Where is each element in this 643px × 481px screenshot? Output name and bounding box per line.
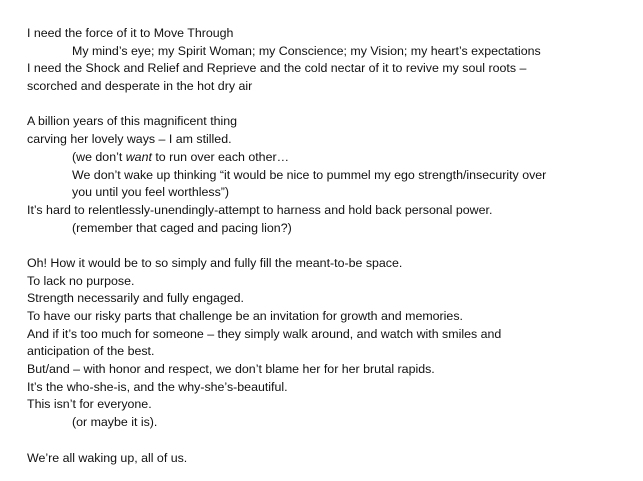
- stanza-break: [27, 237, 637, 255]
- poem-line: Strength necessarily and fully engaged.: [27, 291, 244, 306]
- poem-line: Oh! How it would be to so simply and fully fill the meant-to-be space.: [27, 255, 403, 270]
- stanza-2: [27, 113, 637, 237]
- poem-line: But/and – with honor and respect, we don’t blame her for her brutal rapids.: [27, 362, 435, 377]
- line-text-after-emphasis: to run over each other…: [151, 149, 289, 164]
- stanza-3: [27, 255, 637, 432]
- poem-line: We’re all waking up, all of us.: [27, 450, 188, 465]
- poem-line: To lack no purpose.: [27, 273, 135, 288]
- poem-line: carving her lovely ways – I am stilled.: [27, 132, 232, 147]
- stanza-break: [27, 96, 637, 114]
- poem-line: scorched and desperate in the hot dry air: [27, 79, 253, 94]
- poem-line: This isn’t for everyone.: [27, 397, 152, 412]
- poem-line-indented: My mind’s eye; my Spirit Woman; my Conscience; my Vision; my heart’s expectations: [72, 43, 541, 58]
- poem-document: [27, 25, 637, 467]
- line-text-before-emphasis: (we don’t: [72, 149, 126, 164]
- poem-line: And if it’s too much for someone – they simply walk around, and watch with smiles and: [27, 326, 502, 341]
- poem-line-indented: (remember that caged and pacing lion?): [72, 220, 292, 235]
- poem-line-indented: We don’t wake up thinking “it would be nice to pummel my ego strength/insecurity over: [72, 167, 547, 182]
- poem-line-indented: you until you feel worthless”): [72, 185, 230, 200]
- stanza-break: [27, 432, 637, 450]
- poem-line: A billion years of this magnificent thing: [27, 114, 238, 129]
- poem-line: I need the force of it to Move Through: [27, 26, 234, 40]
- poem-line: It’s hard to relentlessly-unendingly-attempt to harness and hold back personal power.: [27, 202, 493, 217]
- poem-line-indented: [27, 149, 637, 167]
- poem-line: It’s the who-she-is, and the why-she’s-beautiful.: [27, 379, 288, 394]
- stanza-4: [27, 450, 637, 468]
- stanza-1: [27, 25, 637, 96]
- poem-line: To have our risky parts that challenge be an invitation for growth and memories.: [27, 309, 463, 323]
- poem-line: I need the Shock and Relief and Reprieve and the cold nectar of it to revive my soul roots –: [27, 61, 527, 76]
- emphasized-word: want: [125, 149, 152, 164]
- poem-line-indented: (or maybe it is).: [72, 415, 158, 430]
- poem-line: anticipation of the best.: [27, 344, 155, 359]
